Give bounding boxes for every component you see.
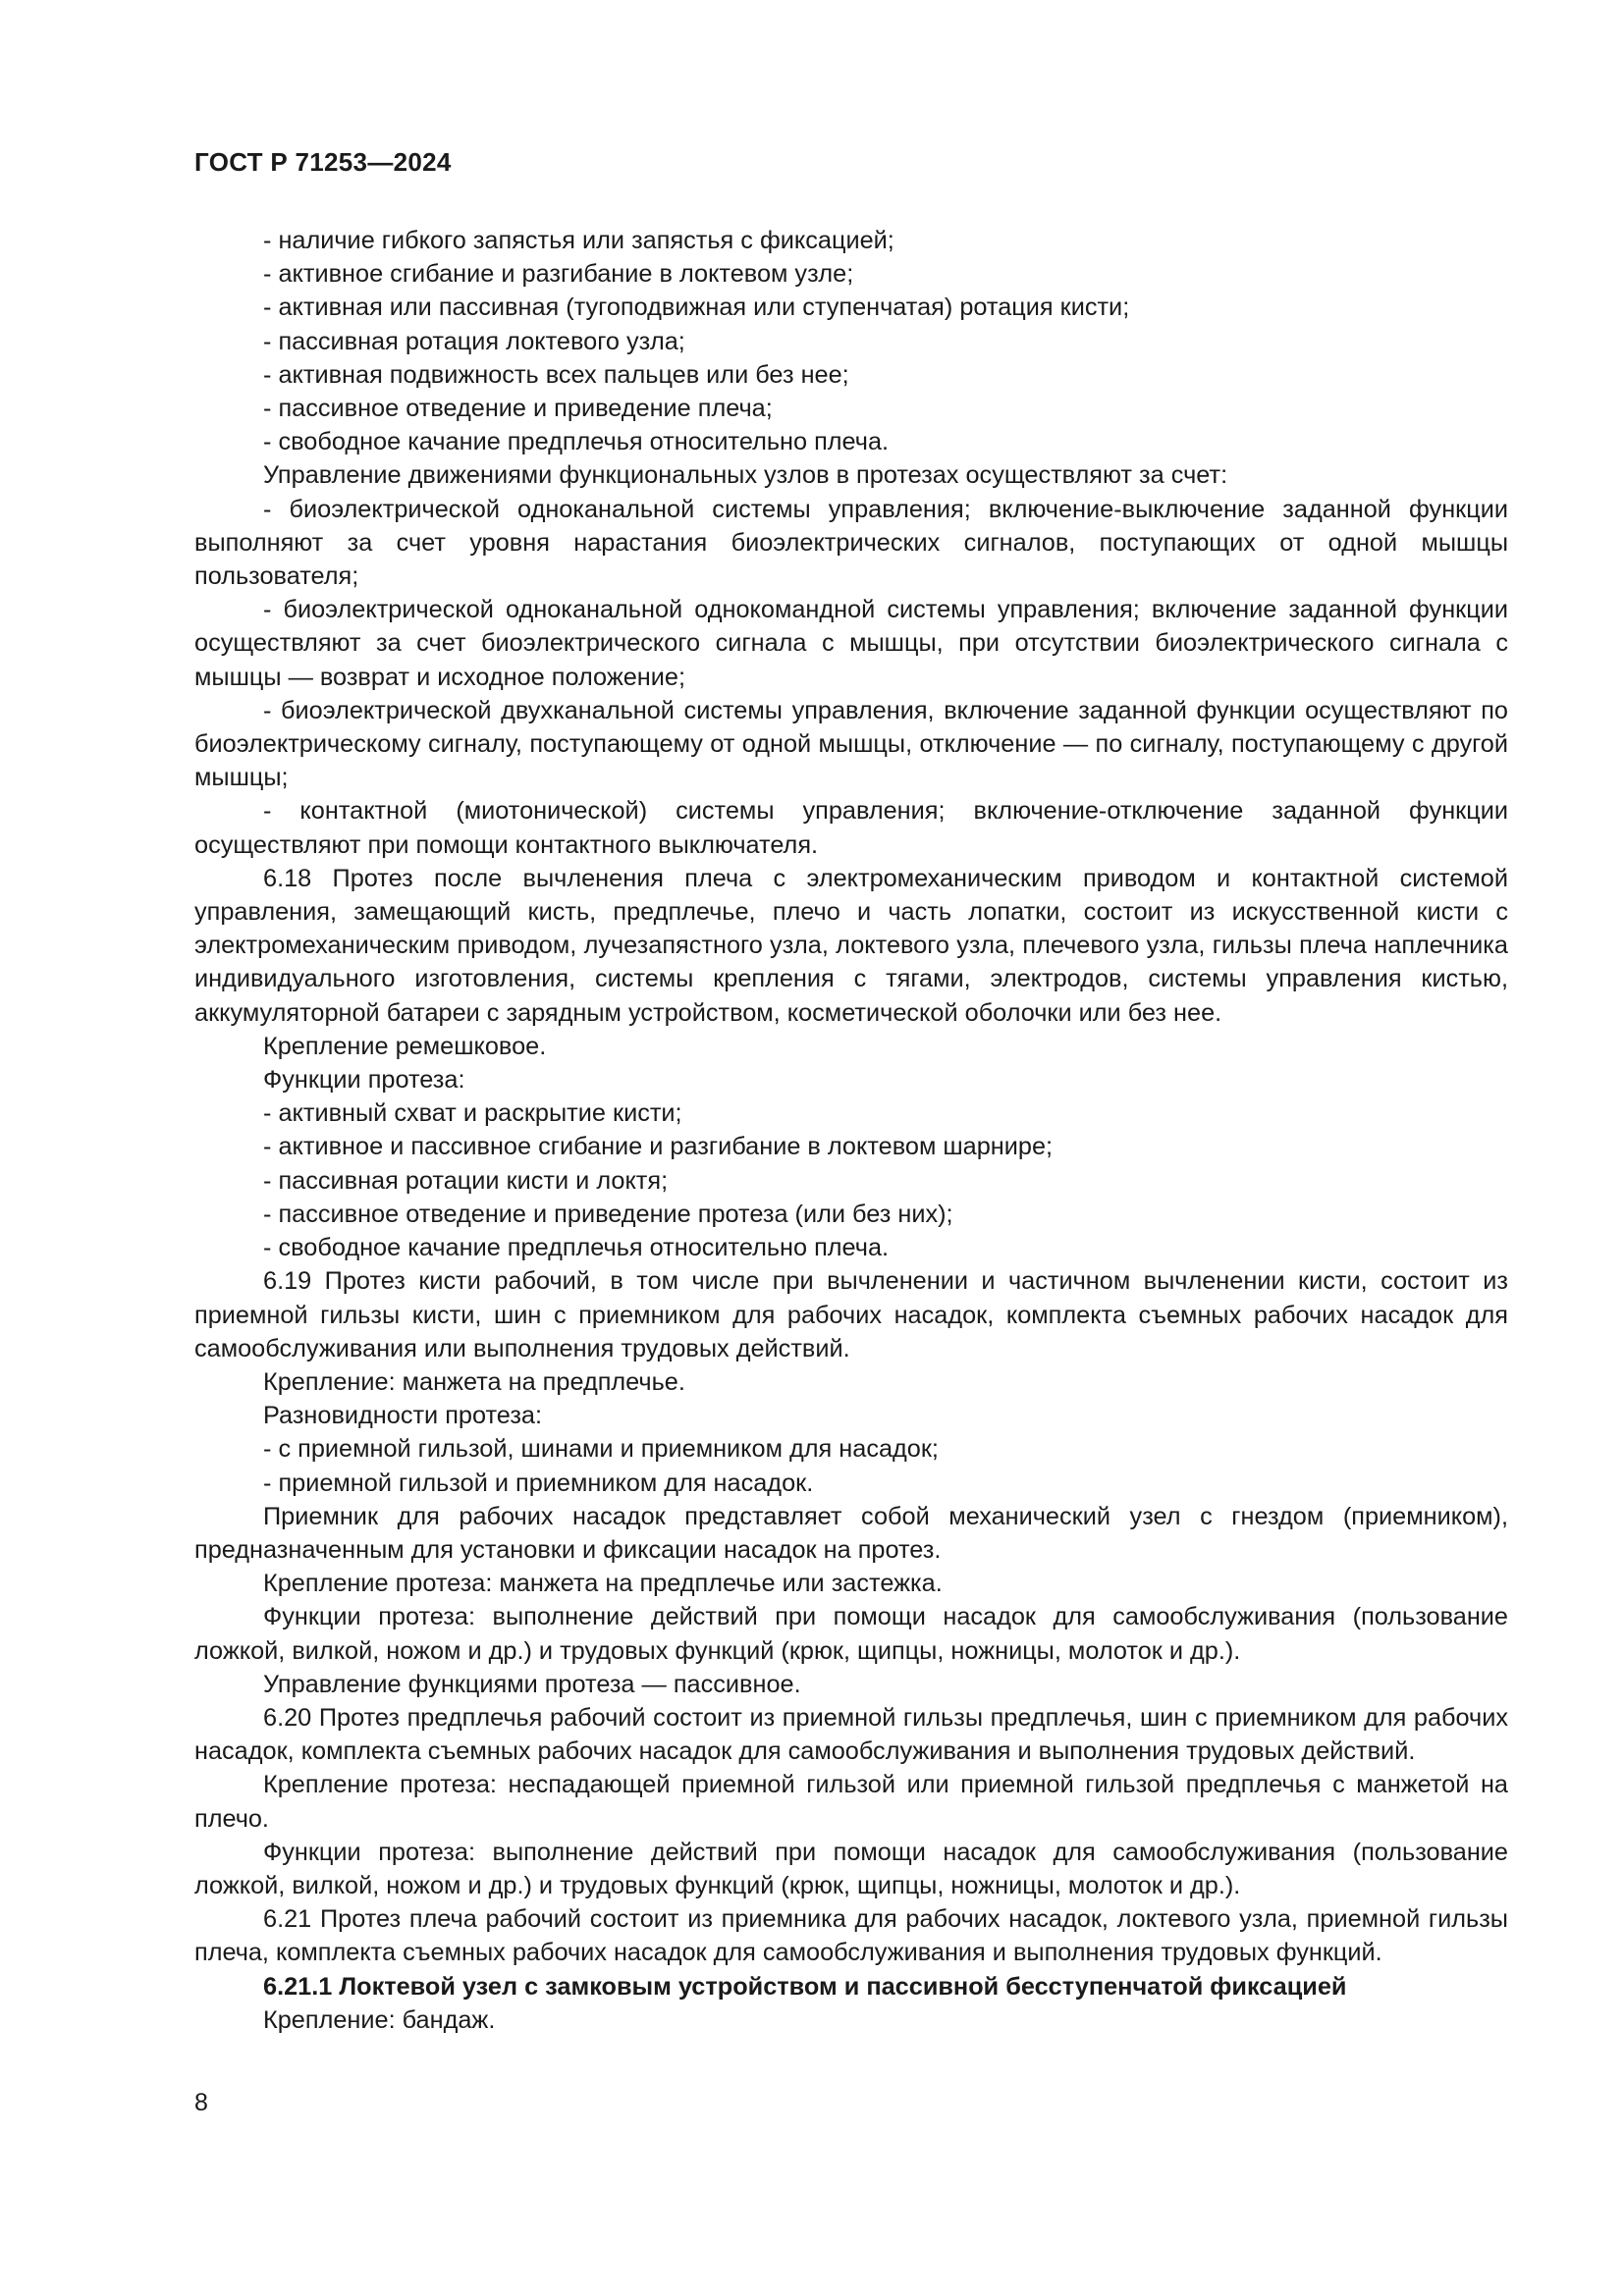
- paragraph: Крепление протеза: неспадающей приемной гильзой или приемной гильзой предплечья с манжетой на плечо.: [194, 1771, 1508, 1833]
- paragraph: Крепление протеза: манжета на предплечье или застежка.: [263, 1570, 943, 1598]
- section-6-19: 6.19 Протез кисти рабочий, в том числе при вычленении и частичном вычленении кисти, состоит из приемной гильзы кисти, шин с приемником для рабочих насадок, комплекта съемных рабочих насадок для самообслуживания или выполнения трудовых действий.: [194, 1267, 1508, 1362]
- list-item: - пассивная ротации кисти и локтя;: [263, 1166, 669, 1195]
- list-item: - приемной гильзой и приемником для насадок.: [263, 1468, 814, 1497]
- list-item: - активное сгибание и разгибание в локтевом узле;: [263, 260, 854, 289]
- list-item: - активная подвижность всех пальцев или без нее;: [263, 360, 849, 389]
- list-item: - биоэлектрической двухканальной системы управления, включение заданной функции осуществляют по биоэлектрическому сигналу, поступающему от одной мышцы, отключение — по сигналу, поступающему с другой мышцы;: [194, 696, 1508, 792]
- page-number: 8: [194, 2089, 208, 2116]
- list-item: - контактной (миотонической) системы управления; включение-отключение заданной функции осуществляют при помощи контактного выключателя.: [194, 797, 1508, 859]
- paragraph: Приемник для рабочих насадок представляет собой механический узел с гнездом (приемником), предназначенным для установки и фиксации насадок на протез.: [194, 1502, 1508, 1564]
- list-item: - свободное качание предплечья относительно плеча.: [263, 428, 890, 456]
- paragraph: Управление функциями протеза — пассивное.: [263, 1670, 801, 1698]
- paragraph: Крепление ремешковое.: [263, 1032, 547, 1060]
- list-item: - биоэлектрической одноканальной однокомандной системы управления; включение заданной функции осуществляют за счет биоэлектрического сигнала с мышцы, при отсутствии биоэлектрического сигнала с мышцы — возврат и исходное положение;: [194, 596, 1508, 691]
- list-item: - биоэлектрической одноканальной системы управления; включение-выключение заданной функции выполняют за счет уровня нарастания биоэлектрических сигналов, поступающих от одной мышцы пользователя;: [194, 495, 1508, 591]
- section-6-21: 6.21 Протез плеча рабочий состоит из приемника для рабочих насадок, локтевого узла, приемной гильзы плеча, комплекта съемных рабочих насадок для самообслуживания и выполнения трудовых функций.: [194, 1905, 1508, 1967]
- paragraph: Функции протеза: выполнение действий при помощи насадок для самообслуживания (пользование ложкой, вилкой, ножом и др.) и трудовых функций (крюк, щипцы, ножницы, молоток и др.).: [194, 1838, 1508, 1899]
- list-item: - пассивная ротация локтевого узла;: [263, 327, 685, 355]
- document-body: [194, 224, 1508, 2037]
- paragraph: Функции протеза:: [263, 1066, 465, 1095]
- list-item: - наличие гибкого запястья или запястья с фиксацией;: [263, 227, 894, 254]
- list-item: - активный схват и раскрытие кисти;: [263, 1099, 682, 1128]
- paragraph: Крепление: манжета на предплечье.: [263, 1367, 685, 1396]
- paragraph: Разновидности протеза:: [263, 1402, 543, 1430]
- list-item: - с приемной гильзой, шинами и приемником для насадок;: [263, 1435, 939, 1464]
- paragraph: Управление движениями функциональных узлов в протезах осуществляют за счет:: [263, 461, 1228, 490]
- list-item: - активная или пассивная (тугоподвижная или ступенчатая) ротация кисти;: [263, 294, 1130, 322]
- paragraph: Функции протеза: выполнение действий при помощи насадок для самообслуживания (пользование ложкой, вилкой, ножом и др.) и трудовых функций (крюк, щипцы, ножницы, молоток и др.).: [194, 1603, 1508, 1665]
- paragraph: Крепление: бандаж.: [263, 2005, 496, 2034]
- list-item: - пассивное отведение и приведение плеча;: [263, 395, 773, 423]
- subsection-heading: 6.21.1 Локтевой узел с замковым устройством и пассивной бесступенчатой фиксацией: [263, 1972, 1347, 2001]
- document-header: ГОСТ Р 71253—2024: [194, 147, 452, 177]
- list-item: - свободное качание предплечья относительно плеча.: [263, 1234, 890, 1262]
- list-item: - активное и пассивное сгибание и разгибание в локтевом шарнире;: [263, 1133, 1054, 1161]
- list-item: - пассивное отведение и приведение протеза (или без них);: [263, 1200, 953, 1228]
- section-6-20: 6.20 Протез предплечья рабочий состоит из приемной гильзы предплечья, шин с приемником для рабочих насадок, комплекта съемных рабочих насадок для самообслуживания и выполнения трудовых действий.: [194, 1703, 1508, 1766]
- section-6-18: 6.18 Протез после вычленения плеча с электромеханическим приводом и контактной системой управления, замещающий кисть, предплечье, плечо и часть лопатки, состоит из искусственной кисти с электромеханическим приводом, лучезапястного узла, локтевого узла, плечевого узла, гильзы плеча наплечника индивидуального изготовления, системы крепления с тягами, электродов, системы управления кистью, аккумуляторной батареи с зарядным устройством, косметической оболочки или без нее.: [194, 864, 1508, 1027]
